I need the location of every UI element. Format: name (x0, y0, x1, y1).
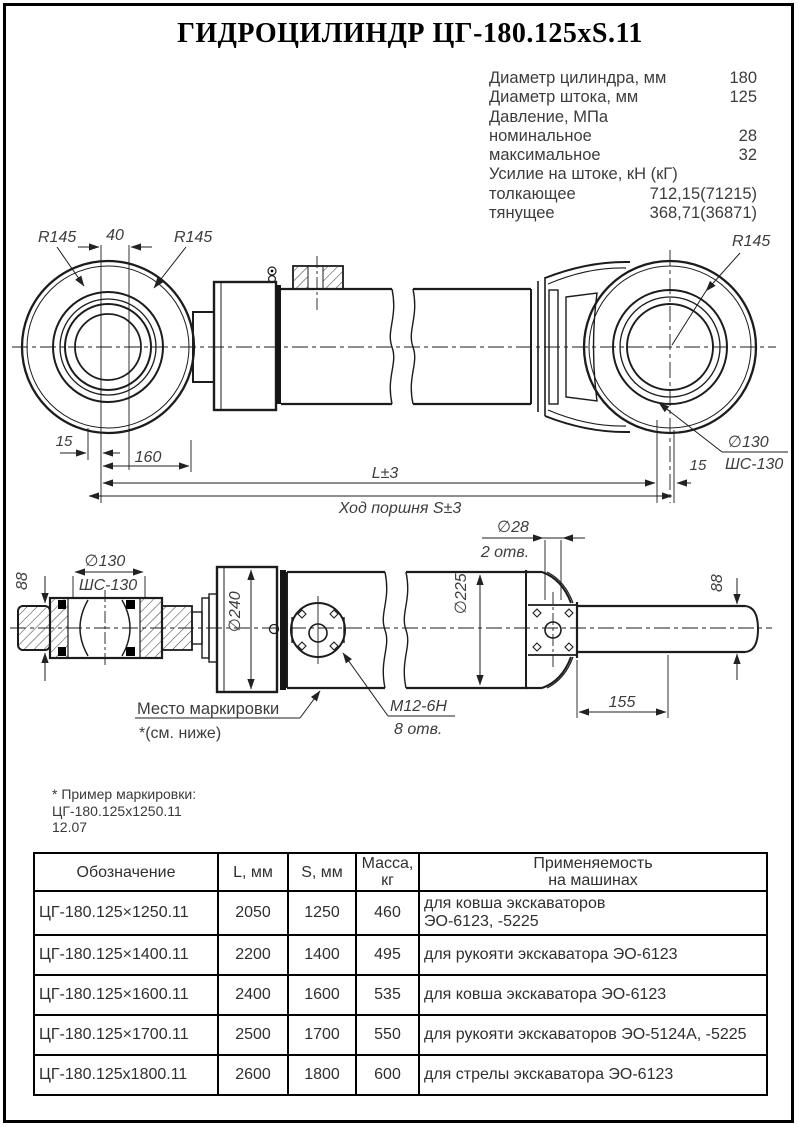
dim-label-d130-view1: ∅130 (728, 434, 769, 451)
note-line: 12.07 (52, 819, 88, 835)
spec-label: максимальное (489, 146, 601, 165)
cell-S: 1800 (288, 1055, 356, 1095)
cell-L: 2050 (218, 891, 288, 935)
header-text: кг (381, 872, 394, 889)
cell-application: для ковша экскаватора ЭО-6123 (419, 975, 767, 1015)
dim-label-d240: ∅240 (227, 591, 244, 632)
spec-label: Усилие на штоке, кН (кГ) (489, 165, 678, 184)
view2-section (10, 519, 772, 742)
note-line: ЦГ-180.125х1250.11 (52, 802, 182, 819)
dim-label-r145-left: R145 (38, 229, 77, 246)
col-header-L (218, 853, 288, 891)
spec-value: 125 (729, 88, 757, 107)
cell-designation: ЦГ-180.125×1700.11 (34, 1015, 218, 1055)
stroke-length-label: Ход поршня S±3 (338, 500, 462, 517)
dim-label-155: 155 (608, 694, 636, 711)
cell-S: 1600 (288, 975, 356, 1015)
spec-value: 28 (738, 126, 757, 145)
application-text: для ковша экскаваторов (424, 895, 606, 912)
col-header-mass (356, 853, 419, 891)
cell-mass: 460 (356, 891, 419, 935)
header-text: Применяемость (533, 855, 653, 872)
cylinder-body (287, 572, 528, 688)
rod-head (526, 570, 577, 688)
marking-place-label: Место маркировки (137, 700, 280, 718)
spec-label: толкающее (489, 184, 576, 203)
thread-label-m12: М12-6Н (390, 698, 447, 715)
table-header-row (34, 853, 767, 891)
dim-label-d225: ∅225 (453, 573, 470, 614)
cell-application: для рукояти экскаватора ЭО-6123 (419, 935, 767, 975)
cell-S: 1700 (288, 1015, 356, 1055)
dim-label-2-holes: 2 отв. (480, 544, 530, 561)
dim-label-shs130-view1: ШС-130 (725, 456, 784, 473)
dim-label-d130-view2: ∅130 (84, 553, 126, 570)
page-title: ГИДРОЦИЛИНДР ЦГ-180.125xS.11 (177, 18, 643, 49)
dim-label-8-holes: 8 отв. (394, 721, 443, 738)
header-text: Масса, (361, 855, 414, 872)
dim-label-88-left: 88 (14, 572, 31, 590)
table-row (34, 935, 767, 975)
note-line: * Пример маркировки: (52, 786, 197, 802)
cell-S: 1400 (288, 935, 356, 975)
cell-designation: ЦГ-180.125×1400.11 (34, 935, 218, 975)
dim-label-15-right: 15 (689, 457, 707, 474)
spherical-bearing (50, 590, 162, 668)
dim-label-d28: ∅28 (497, 519, 529, 536)
dim-label-40: 40 (106, 227, 124, 244)
application-table (33, 852, 768, 1096)
spec-label: Диаметр цилиндра, мм (489, 69, 667, 87)
col-header-designation (34, 853, 218, 891)
dim-label-160: 160 (134, 449, 162, 466)
cell-S: 1250 (288, 891, 356, 935)
spec-label: Давление, МПа (489, 107, 608, 126)
dim-label-L: L±3 (371, 465, 399, 482)
dim-label-shs130-view2: ШС-130 (78, 577, 138, 594)
header-text: на машинах (548, 872, 638, 889)
cell-application: для рукояти экскаваторов ЭО-5124А, -5225 (419, 1015, 767, 1055)
cell-mass: 535 (356, 975, 419, 1015)
view1-side-elevation (12, 227, 788, 517)
cell-designation: ЦГ-180.125х1800.11 (34, 1055, 218, 1095)
cell-L: 2400 (218, 975, 288, 1015)
cell-mass: 495 (356, 935, 419, 975)
table-row (34, 975, 767, 1015)
spec-label: тянущее (489, 204, 555, 223)
dim-label-88-right: 88 (709, 574, 726, 592)
header-text: Обозначение (76, 863, 176, 881)
dim-label-r145-mid: R145 (174, 229, 213, 246)
application-text: ЭО-6123, -5225 (424, 913, 539, 930)
spec-label: Диаметр штока, мм (489, 88, 639, 107)
cell-L: 2200 (218, 935, 288, 975)
spec-value: 180 (729, 69, 757, 87)
cell-mass: 550 (356, 1015, 419, 1055)
see-below-note: *(см. ниже) (139, 725, 222, 742)
header-text: L, мм (233, 863, 273, 881)
table-row (34, 1055, 767, 1095)
dim-label-15-left: 15 (55, 433, 73, 450)
cell-designation: ЦГ-180.125×1250.11 (34, 891, 218, 935)
cell-application (419, 891, 767, 935)
cell-mass: 600 (356, 1055, 419, 1095)
cell-L: 2600 (218, 1055, 288, 1095)
header-text: S, мм (301, 863, 343, 881)
dim-label-r145-right: R145 (732, 233, 771, 250)
spec-value: 32 (738, 146, 757, 165)
spec-value: 712,15(71215) (649, 184, 757, 203)
spec-label: номинальное (489, 126, 592, 145)
cell-designation: ЦГ-180.125×1600.11 (34, 975, 218, 1015)
table-row (34, 1015, 767, 1055)
col-header-S (288, 853, 356, 891)
marking-example-note (52, 786, 196, 836)
cell-application: для стрелы экскаватора ЭО-6123 (419, 1055, 767, 1095)
table-row (34, 891, 767, 935)
col-header-application (419, 853, 767, 891)
spec-value: 368,71(36871) (649, 204, 757, 223)
cell-L: 2500 (218, 1015, 288, 1055)
